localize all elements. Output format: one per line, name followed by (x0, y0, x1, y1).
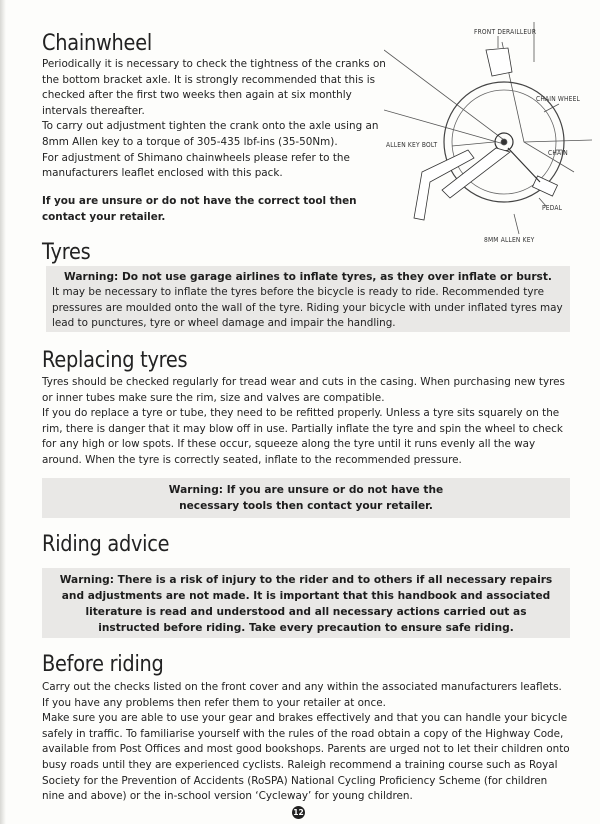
heading-before-riding: Before riding (42, 652, 164, 677)
label-front-derailleur: FRONT DERAILLEUR (474, 28, 537, 36)
tyres-body: It may be necessary to inflate the tyres before the bicycle is ready to ride. Recommended tyre pressures are moulded onto the wall of the tyre. Riding your bicycle with under inflated tyres may lead to punctures, tyre or wheel damage and impair the handling. (52, 286, 563, 330)
before-riding-body (42, 680, 570, 805)
page-binding-edge (0, 0, 6, 824)
replacing-tyres-para-1: Tyres should be checked regularly for tread wear and cuts in the casing. When purchasing new tyres or inner tubes make sure the rim, size and valves are compatible. (42, 376, 565, 404)
heading-tyres: Tyres (42, 240, 91, 265)
chainwheel-body (42, 57, 388, 182)
heading-riding-advice: Riding advice (42, 532, 170, 557)
label-allen-key-bolt: ALLEN KEY BOLT (386, 141, 438, 149)
label-chain: CHAIN (548, 149, 568, 157)
page-number: 12 (293, 808, 304, 817)
tyres-warning: Warning: Do not use garage airlines to inflate tyres, as they over inflate or burst. (64, 271, 552, 283)
front-derailleur (486, 48, 512, 76)
chain-stay (524, 140, 592, 142)
replacing-tyres-body (42, 375, 570, 469)
chainwheel-diagram (384, 22, 592, 254)
label-allen-key: 8MM ALLEN KEY (484, 236, 535, 244)
axle-bolt (501, 139, 507, 145)
label-chain-wheel: CHAIN WHEEL (536, 95, 581, 103)
before-riding-para-1: Carry out the checks listed on the front cover and any within the associated manufacturers leaflets. If you have any problems then refer them to your retailer at once. (42, 681, 562, 709)
label-pedal: PEDAL (542, 204, 563, 212)
riding-advice-warning-box (42, 568, 570, 638)
replacing-tyres-para-2: If you do replace a tyre or tube, they need to be refitted properly. Unless a tyre sits squarely on the rim, there is danger that it may blow off in use. Partially inflate the tyre and spin the wheel to check for any high or low spots. If these occur, squeeze along the tyre until it runs evenly all the way around. When the tyre is correctly seated, inflate to the recommended pressure. (42, 407, 563, 466)
chainwheel-para-3: For adjustment of Shimano chainwheels please refer to the manufacturers leaflet enclosed with this pack. (42, 151, 350, 180)
before-riding-para-2: Make sure you are able to use your gear and brakes effectively and that you can handle your bicycle safely in traffic. To familiarise yourself with the rules of the road obtain a copy of the Highway Code, available from Post Offices and most good bookshops. Parents are urged not to let their children onto busy roads until they are experienced cyclists. Raleigh recommend a training course such as Royal Society for the Prevention of Accidents (RoSPA) National Cycling Proficiency Scheme (for children nine and above) or the in-school version ‘Cycleway’ for young children. (42, 712, 570, 803)
heading-chainwheel: Chainwheel (42, 31, 152, 56)
replacing-tyres-warning-box (42, 478, 570, 518)
riding-advice-warning: Warning: There is a risk of injury to the rider and to others if all necessary repairs and adjustments are not made. It is important that this handbook and associated literature is read and understood and all necessary actions carried out as instructed before riding. Take every precaution to ensure safe riding. (59, 574, 553, 634)
chainwheel-para-1: Periodically it is necessary to check the tightness of the cranks on the bottom bracket axle. It is strongly recommended that this is checked after the first two weeks then again at six monthly intervals thereafter. (42, 58, 386, 117)
tyres-warning-box (46, 266, 570, 332)
heading-replacing-tyres: Replacing tyres (42, 348, 188, 373)
pedal-crank (508, 148, 540, 182)
chainwheel-para-2: To carry out adjustment tighten the crank onto the axle using an 8mm Allen key to a torque of 305-435 lbf-ins (35-50Nm). (42, 120, 379, 148)
replacing-tyres-warning: Warning: If you are unsure or do not have the necessary tools then contact your retailer. (168, 484, 444, 512)
frame-tube-2 (384, 50, 504, 140)
chainwheel-note: If you are unsure or do not have the correct tool then contact your retailer. (42, 195, 357, 223)
